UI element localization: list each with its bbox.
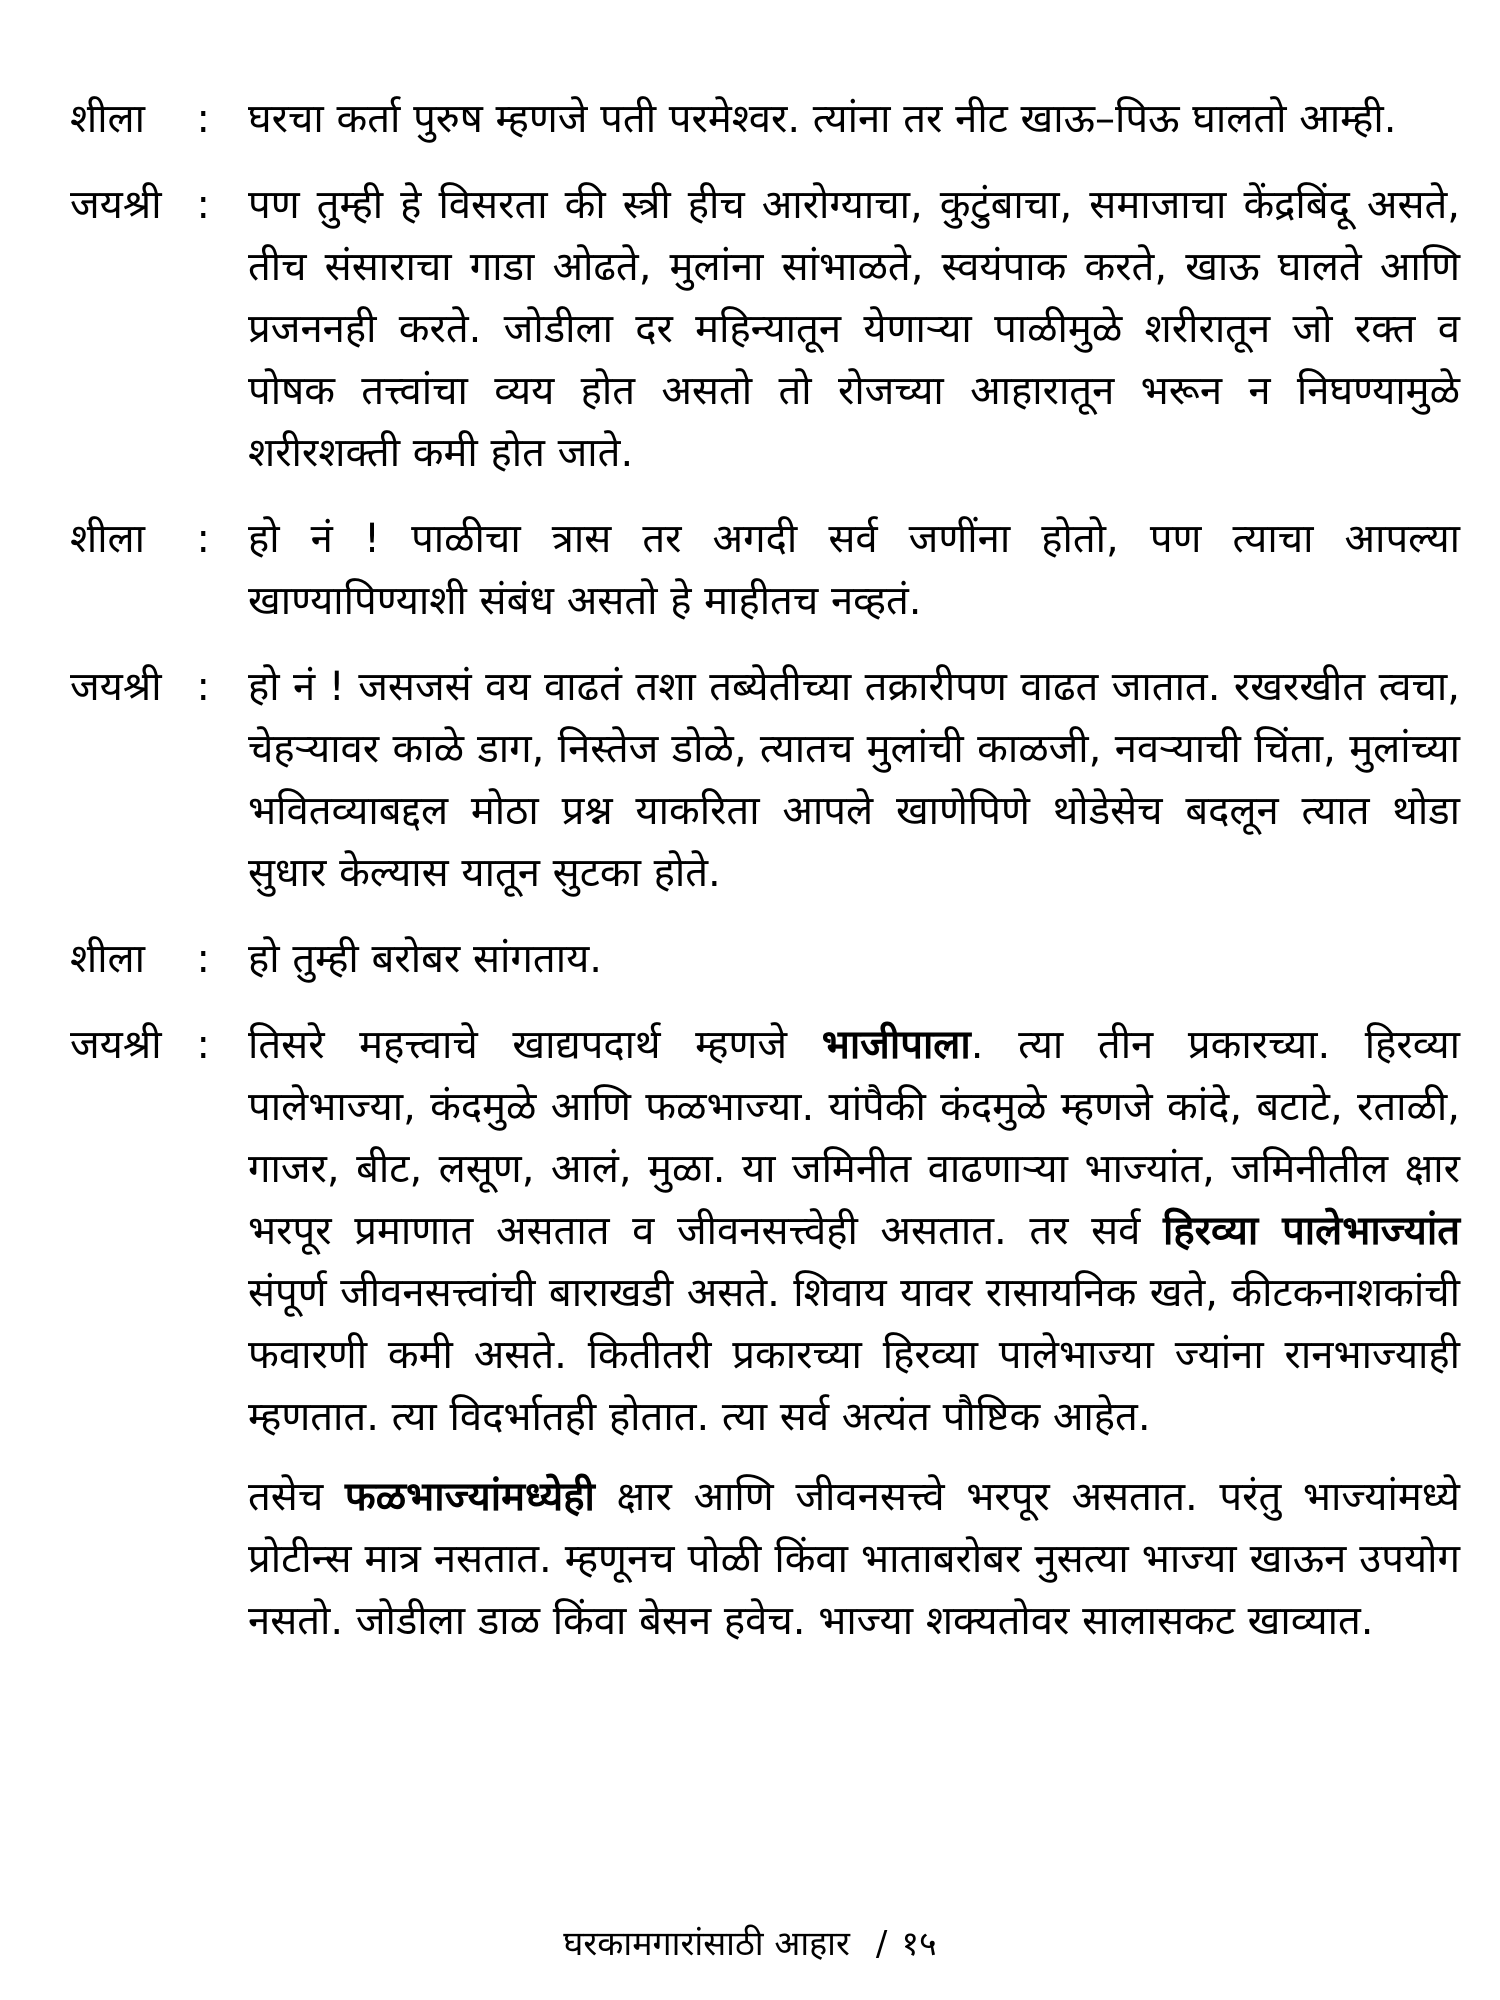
speaker-name: शीला (70, 936, 146, 982)
speaker-label (70, 928, 220, 990)
speech-text: हो तुम्ही बरोबर सांगताय. (248, 936, 602, 982)
footer-title: घरकामगारांसाठी आहार (563, 1924, 850, 1964)
bold-term-fruit-vegetables: फळभाज्यांमध्येही (344, 1474, 595, 1520)
speech-paragraph (248, 88, 1460, 150)
speech-paragraph (248, 1014, 1460, 1448)
speaker-name: शीला (70, 516, 146, 562)
speech (220, 1014, 1460, 1652)
page-number: १५ (901, 1924, 937, 1964)
speaker-name: जयश्री (70, 664, 162, 710)
speech (220, 88, 1460, 150)
speech (220, 928, 1460, 990)
speech-paragraph (248, 508, 1460, 632)
dialogue-turn (70, 656, 1460, 904)
speech-text: तसेच (248, 1474, 345, 1520)
dialogue (70, 88, 1460, 1676)
speech-paragraph (248, 928, 1460, 990)
dialogue-turn (70, 1014, 1460, 1652)
speech (220, 174, 1460, 484)
speech-paragraph (248, 1466, 1460, 1652)
speaker-label (70, 508, 220, 570)
dialogue-turn (70, 88, 1460, 150)
speech-text: संपूर्ण जीवनसत्त्वांची बाराखडी असते. शिवाय यावर रासायनिक खते, कीटकनाशकांची फवारणी कमी असते. कितीतरी प्रकारच्या हिरव्या पालेभाज्या ज्यांना रानभाज्याही म्हणतात. त्या विदर्भातही होतात. त्या सर्व अत्यंत पौष्टिक आहेत. (248, 1270, 1460, 1440)
speech-text: हो नं ! जसजसं वय वाढतं तशा तब्येतीच्या तक्रारीपण वाढत जातात. रखरखीत त्वचा, चेहऱ्यावर काळे डाग, निस्तेज डोळे, त्यातच मुलांची काळजी, नवऱ्याची चिंता, मुलांच्या भवितव्याबद्दल मोठा प्रश्न याकरिता आपले खाणेपिणे थोडेसेच बदलून त्यात थोडा सुधार केल्यास यातून सुटका होते. (248, 664, 1460, 896)
speaker-colon: : (196, 182, 210, 228)
speech-text: तिसरे महत्त्वाचे खाद्यपदार्थ म्हणजे (248, 1022, 822, 1068)
page-footer (0, 1922, 1500, 1966)
dialogue-turn (70, 174, 1460, 484)
speech-text: क्षार आणि जीवनसत्त्वे भरपूर असतात. परंतु भाज्यांमध्ये प्रोटीन्स मात्र नसतात. म्हणूनच पोळी किंवा भाताबरोबर नुसत्या भाज्या खाऊन उपयोग नसतो. जोडीला डाळ किंवा बेसन हवेच. भाज्या शक्यतोवर सालासकट खाव्यात. (248, 1474, 1460, 1644)
speech-text: पण तुम्ही हे विसरता की स्त्री हीच आरोग्याचा, कुटुंबाचा, समाजाचा केंद्रबिंदू असते, तीच संसाराचा गाडा ओढते, मुलांना सांभाळते, स्वयंपाक करते, खाऊ घालते आणि प्रजननही करते. जोडीला दर महिन्यातून येणाऱ्या पाळीमुळे शरीरातून जो रक्त व पोषक तत्त्वांचा व्यय होत असतो तो रोजच्या आहारातून भरून न निघण्यामुळे शरीरशक्ती कमी होत जाते. (248, 182, 1460, 476)
speech-paragraph (248, 174, 1460, 484)
footer-separator: / (875, 1924, 888, 1964)
dialogue-turn (70, 928, 1460, 990)
speaker-label (70, 656, 220, 718)
speaker-label (70, 1014, 220, 1076)
speaker-colon: : (196, 936, 210, 982)
speech-text: हो नं ! पाळीचा त्रास तर अगदी सर्व जणींना होतो, पण त्याचा आपल्या खाण्यापिण्याशी संबंध असतो हे माहीतच नव्हतं. (248, 516, 1460, 624)
speech-paragraph (248, 656, 1460, 904)
bold-term-vegetables: भाजीपाला (821, 1022, 971, 1068)
speech-text: . त्या तीन प्रकारच्या. हिरव्या पालेभाज्या, कंदमुळे आणि फळभाज्या. यांपैकी कंदमुळे म्हणजे कांदे, बटाटे, रताळी, गाजर, बीट, लसूण, आलं, मुळा. या जमिनीत वाढणाऱ्या भाज्यांत, जमिनीतील क्षार भरपूर प्रमाणात असतात व जीवनसत्त्वेही असतात. तर सर्व (248, 1022, 1460, 1254)
dialogue-turn (70, 508, 1460, 632)
speaker-colon: : (196, 664, 210, 710)
speaker-colon: : (196, 96, 210, 142)
speaker-colon: : (196, 516, 210, 562)
speaker-label (70, 174, 220, 236)
speech (220, 656, 1460, 904)
speaker-name: जयश्री (70, 182, 162, 228)
speaker-name: जयश्री (70, 1022, 162, 1068)
bold-term-leafy-vegetables: हिरव्या पालेभाज्यांत (1163, 1208, 1461, 1254)
speaker-colon: : (196, 1022, 210, 1068)
speaker-label (70, 88, 220, 150)
speech (220, 508, 1460, 632)
speech-text: घरचा कर्ता पुरुष म्हणजे पती परमेश्वर. त्यांना तर नीट खाऊ–पिऊ घालतो आम्ही. (248, 96, 1397, 142)
speaker-name: शीला (70, 96, 146, 142)
